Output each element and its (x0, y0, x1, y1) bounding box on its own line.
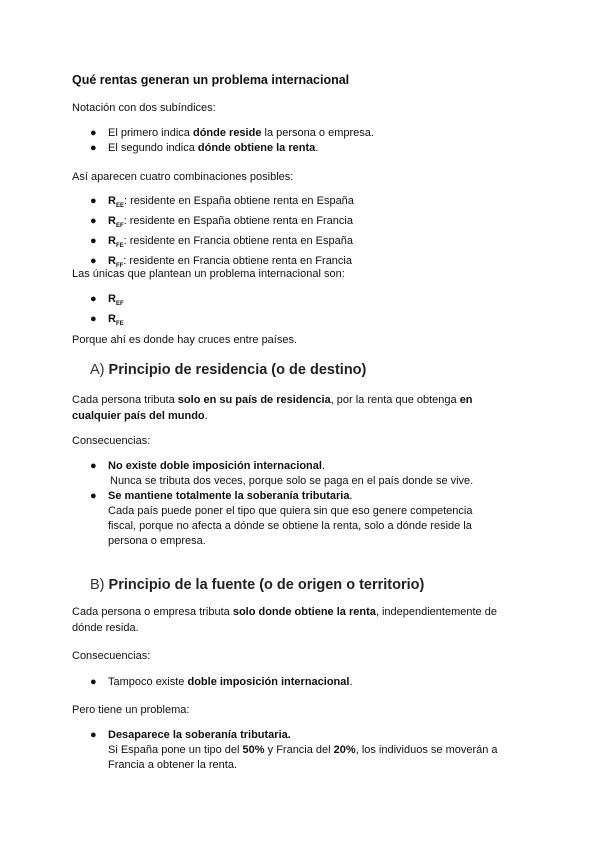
bullet-icon: ● (90, 215, 97, 227)
list-item: ● No existe doble imposición internacional. Nunca se tributa dos veces, porque solo se paga en el país donde se vive. (90, 460, 474, 487)
list-item: ● $R_{FE}$ (90, 313, 124, 327)
section-a-consequences-list (72, 459, 502, 549)
list-item: ● $R_{FF}$: residente en Francia obtiene renta en Francia (90, 255, 352, 269)
bullet-icon: ● (90, 313, 97, 325)
bullet-icon: ● (90, 127, 97, 139)
list-item: ● Tampoco existe doble imposición internacional. (90, 676, 353, 688)
section-a-consequences-label: Consecuencias: (72, 435, 151, 447)
section-a-heading: A) Principio de residencia (o de destino) (90, 362, 367, 378)
combinations-list (72, 194, 532, 274)
problem-list (72, 292, 532, 332)
bullet-icon: ● (90, 255, 97, 267)
list-item: ● $R_{EF}$ (90, 293, 124, 307)
section-b-problem-list (72, 728, 512, 773)
problem-intro: Las únicas que plantean un problema internacional son: (72, 268, 345, 280)
section-b-consequences-list (72, 675, 512, 690)
section-b-consequences-label: Consecuencias: (72, 650, 151, 662)
list-item: ● $R_{EF}$: residente en España obtiene renta en Francia (90, 215, 353, 229)
bullet-icon: ● (90, 293, 97, 305)
problem-outro: Porque ahí es donde hay cruces entre países. (72, 334, 298, 346)
section-b-heading: B) Principio de la fuente (o de origen o territorio) (90, 577, 425, 593)
section-b-paragraph: Cada persona o empresa tributa solo donde obtiene la renta, independientemente de dónde resida. (72, 606, 497, 634)
bullet-icon: ● (90, 490, 97, 502)
section-a-paragraph: Cada persona tributa solo en su país de residencia, por la renta que obtenga en cualquier país del mundo. (72, 394, 473, 422)
notation-list (72, 126, 532, 156)
list-item: ● Se mantiene totalmente la soberanía tributaria. Cada país puede poner el tipo que quiera sin que eso genere competencia fiscal, porque no afecta a dónde se obtiene la renta, solo a dónde reside la persona o empresa. (90, 490, 473, 547)
section-b-problem-label: Pero tiene un problema: (72, 704, 190, 716)
bullet-icon: ● (90, 235, 97, 247)
list-item: ● El primero indica dónde reside la persona o empresa. (90, 127, 374, 139)
bullet-icon: ● (90, 195, 97, 207)
bullet-icon: ● (90, 729, 97, 741)
bullet-icon: ● (90, 676, 97, 688)
document-title: Qué rentas generan un problema internacional (72, 73, 350, 87)
list-item: ● $R_{EE}$: residente en España obtiene renta en España (90, 195, 354, 209)
notation-intro: Notación con dos subíndices: (72, 102, 216, 114)
list-item: ● El segundo indica dónde obtiene la renta. (90, 142, 319, 154)
bullet-icon: ● (90, 460, 97, 472)
list-item: ● $R_{FE}$: residente en Francia obtiene renta en España (90, 235, 353, 249)
bullet-icon: ● (90, 142, 97, 154)
combinations-intro: Así aparecen cuatro combinaciones posibles: (72, 171, 294, 183)
list-item: ● Desaparece la soberanía tributaria. Si España pone un tipo del 50% y Francia del 20%, los individuos se moverán a Francia a obtener la renta. (90, 729, 498, 771)
